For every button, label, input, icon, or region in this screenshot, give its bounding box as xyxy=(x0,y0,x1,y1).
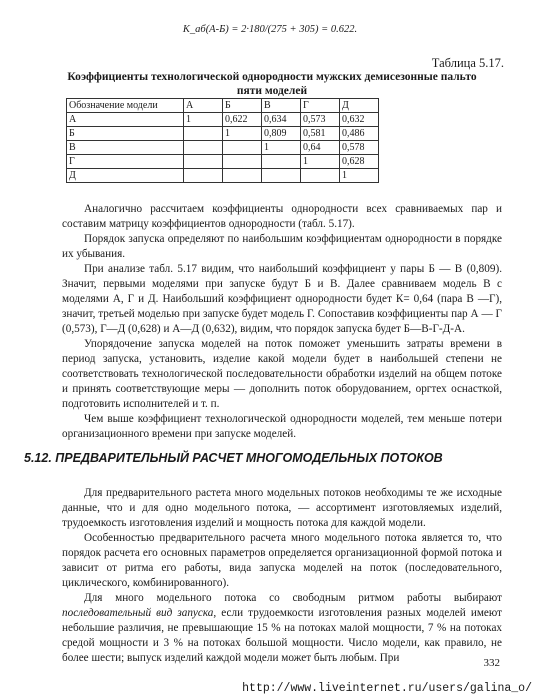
table-cell: 0,622 xyxy=(223,113,262,127)
table-cell xyxy=(223,141,262,155)
table-cell: 0,581 xyxy=(301,127,340,141)
table-cell: 0,573 xyxy=(301,113,340,127)
paragraph: При анализе табл. 5.17 видим, что наибольший коэффициент у пары Б — В (0,809). Значит, первыми моделями при запуске будут Б и В. Далее сравниваем модель В с моделями А, Г и Д. Наибольший коэффициент однородности будет К= 0,64 (пара В —Г), значит, третьей моделью при запуске будет модель Г. Сопоставив коэффициенты пар А — Г (0,573), Г—Д (0,628) и А—Д (0,632), видим, что порядок запуска будет Б—В-Г-Д-А. xyxy=(62,263,502,335)
table-cell: 1 xyxy=(184,113,223,127)
table-cell: 0,628 xyxy=(340,155,379,169)
table-header-row xyxy=(67,99,379,113)
watermark-url: http://www.liveinternet.ru/users/galina_o/ xyxy=(242,682,532,695)
header-cell: Б xyxy=(223,99,262,113)
body-text-block-1 xyxy=(62,202,502,442)
header-cell: Г xyxy=(301,99,340,113)
table-row xyxy=(67,113,379,127)
header-cell: В xyxy=(262,99,301,113)
paragraph-text: Для много модельного потока со свободным ритмом работы выбирают xyxy=(84,592,502,604)
table-cell: 1 xyxy=(262,141,301,155)
table-cell: 0,578 xyxy=(340,141,379,155)
page-number: 332 xyxy=(483,657,500,669)
paragraph: Чем выше коэффициент технологической однородности моделей, тем меньше потери организационного времени при запуске моделей. xyxy=(62,413,502,440)
paragraph xyxy=(62,591,502,666)
table-cell: 1 xyxy=(301,155,340,169)
coefficient-table xyxy=(66,98,379,183)
paragraph: Для предварительного растета много модельных потоков необходимы те же исходные данные, что и для одно модельного потока, — ассортимент изготовляемых изделий, трудоемкость изготовления изделий и мощность потока для каждой модели. xyxy=(62,487,502,529)
paragraph: Аналогично рассчитаем коэффициенты однородности всех сравниваемых пар и составим матрицу коэффициентов однородности (табл. 5.17). xyxy=(62,203,502,230)
body-text-block-2 xyxy=(62,486,502,666)
header-cell: Обозначение модели xyxy=(67,99,184,113)
header-cell: Д xyxy=(340,99,379,113)
table-cell xyxy=(223,169,262,183)
table-number: Таблица 5.17. xyxy=(431,56,504,70)
formula-line xyxy=(0,24,540,35)
paragraph-text: если трудоемкости изготовления разных моделей имеют небольшие различия, не превышающие 15 % на потоках малой мощности, 7 % на потоках средой мощности и 3 % на потоках большой мощности. Число модели, как правило, не более шести; выпуск изделий каждой модели может быть любым. При xyxy=(62,607,502,664)
table-cell xyxy=(184,169,223,183)
table-cell: Б xyxy=(67,127,184,141)
table-row xyxy=(67,141,379,155)
section-heading: 5.12. ПРЕДВАРИТЕЛЬНЫЙ РАСЧЕТ МНОГОМОДЕЛЬНЫХ ПОТОКОВ xyxy=(24,451,443,465)
table-cell: 0,486 xyxy=(340,127,379,141)
header-cell: А xyxy=(184,99,223,113)
paragraph: Порядок запуска определяют по наибольшим коэффициентам однородности в порядке их убывания. xyxy=(62,233,502,260)
table-cell: 0,632 xyxy=(340,113,379,127)
table-cell: 1 xyxy=(223,127,262,141)
table-row xyxy=(67,169,379,183)
table-cell xyxy=(301,169,340,183)
table-row xyxy=(67,155,379,169)
table-cell xyxy=(184,141,223,155)
table-cell: 0,64 xyxy=(301,141,340,155)
italic-term: последовательный вид запуска, xyxy=(62,607,217,619)
table-title: Коэффициенты технологической однородности мужских демисезонные пальто пяти моделей xyxy=(67,71,477,97)
table-cell xyxy=(262,169,301,183)
formula-text: K_аб(А-Б) = 2·180/(275 + 305) = 0.622. xyxy=(182,24,358,35)
table-cell xyxy=(184,127,223,141)
table-cell xyxy=(184,155,223,169)
table-cell: 1 xyxy=(340,169,379,183)
table-row xyxy=(67,127,379,141)
table-cell: Г xyxy=(67,155,184,169)
paragraph: Упорядочение запуска моделей на поток поможет уменьшить затраты времени в период запуска, установить, изделие какой модели будет в наибольшей степени не соответствовать технологической последовательности обработки изделий на общем потоке и принять соответствующие меры — дополнить поток оборудованием, оргтех оснасткой, подготовить исполнителей и т. п. xyxy=(62,338,502,410)
table-cell: 0,634 xyxy=(262,113,301,127)
table-cell xyxy=(262,155,301,169)
table-cell xyxy=(223,155,262,169)
paragraph: Особенностью предварительного расчета много модельного потока является то, что порядок расчета его основных параметров определяется организационной формой потока и зависит от ритма его работы, вида запуска моделей на поток (последовательного, циклического, комбинированного). xyxy=(62,532,502,589)
table-cell: А xyxy=(67,113,184,127)
table-cell: 0,809 xyxy=(262,127,301,141)
table-cell: В xyxy=(67,141,184,155)
table-cell: Д xyxy=(67,169,184,183)
